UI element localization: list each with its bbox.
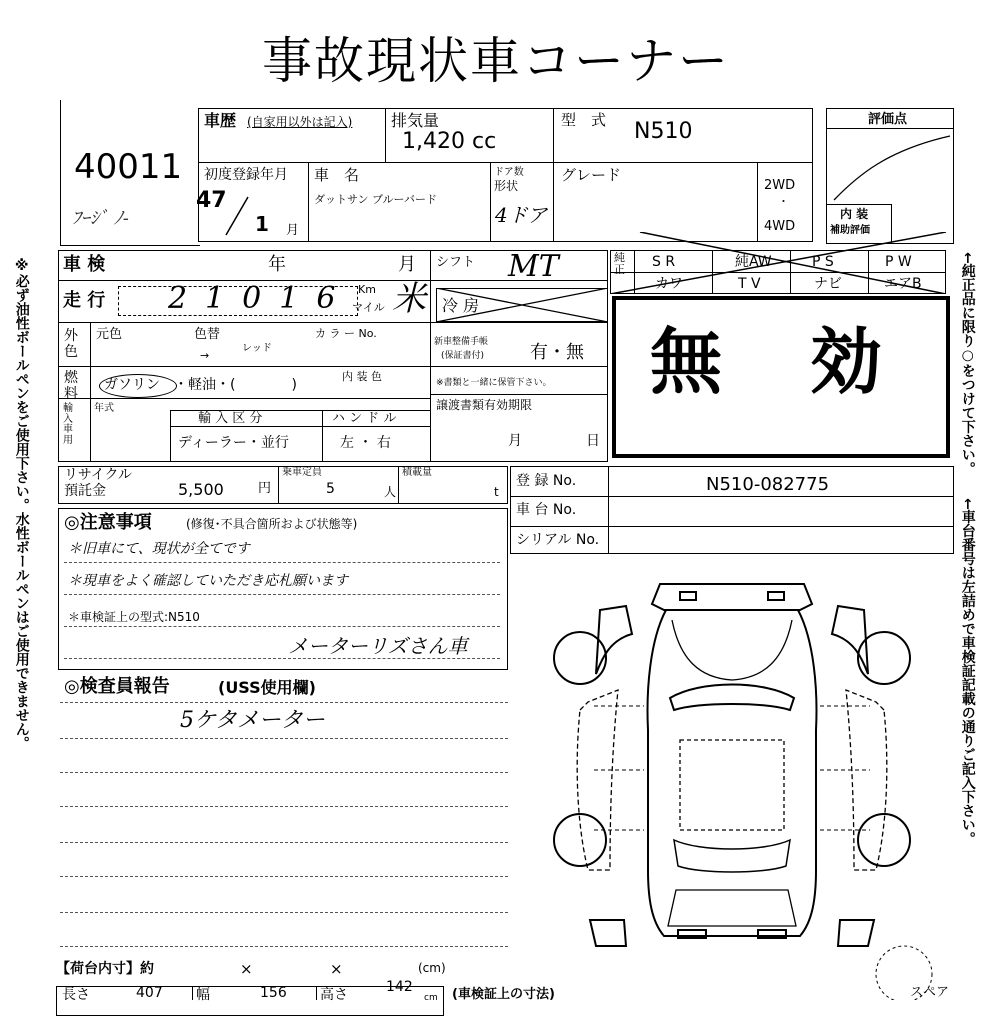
exterior-color-label: 外色 — [64, 328, 78, 361]
right-side-note-bottom: ←車台番号は左詰めで車検証記載の通りご記入下さい。 — [959, 498, 976, 846]
ac-label: 冷 房 — [442, 296, 480, 315]
interior-rating-label: 内 装 — [840, 207, 869, 221]
dims-unit: cm — [424, 993, 438, 1003]
mileage-value: 21016 — [168, 281, 354, 316]
registration-label: 登 録 No. — [516, 473, 577, 489]
exterior-changed: 色替 — [194, 327, 221, 342]
options-genuine: 純正 — [614, 251, 625, 276]
score-curve — [828, 130, 954, 204]
displacement-value: 1,420 cc — [402, 129, 497, 154]
import-handle-value: 左 ・ 右 — [340, 435, 391, 451]
capacity-unit: 人 — [384, 485, 397, 499]
load-label: 積載量 — [402, 467, 432, 478]
drive-2wd: 2WD — [764, 178, 796, 193]
inspector-title: ◎検査員報告 — [64, 676, 170, 697]
record-book-sub: (保証書付) — [441, 351, 485, 361]
shaken-label: 車 検 — [63, 254, 106, 275]
cargo-x2: × — [330, 960, 343, 978]
history-label: 車歴 — [204, 111, 237, 130]
model-value: N510 — [634, 119, 693, 144]
recycle-label1: リサイクル — [64, 467, 133, 483]
option-ps: P S — [812, 254, 834, 270]
displacement-label: 排気量 — [391, 111, 440, 130]
option-pw: P W — [885, 254, 912, 270]
right-side-note-top: ←純正品に限り○をつけて下さい。 — [959, 252, 976, 476]
option-sr: S R — [652, 254, 676, 270]
transfer-day: 日 — [586, 433, 600, 449]
chassis-label: 車 台 No. — [516, 502, 577, 518]
dims-length-label: 長さ — [62, 987, 90, 1003]
transfer-month: 月 — [508, 433, 522, 449]
shift-label: シフト — [436, 255, 476, 270]
mileage-unit-mile: マイル — [352, 301, 385, 314]
ac-cross — [436, 288, 608, 322]
import-label: 輸入車用 — [63, 403, 73, 446]
exterior-new-color: レッド — [242, 343, 272, 354]
mileage-unit-km: Km — [358, 283, 376, 296]
drive-dot: ・ — [778, 195, 789, 208]
inspector-subtitle: (USS使用欄) — [218, 678, 316, 697]
shift-value: MT — [508, 249, 559, 284]
color-code-label: カ ラ ー No. — [315, 327, 377, 340]
import-year: 年式 — [94, 403, 114, 414]
option-leather: カワ — [655, 276, 683, 292]
record-book-label: 新車整備手帳 — [434, 337, 489, 347]
cargo-x1: × — [240, 960, 253, 978]
dims-width: 156 — [260, 985, 287, 1001]
history-note: (自家用以外は記入) — [247, 115, 353, 129]
import-category-value: ディーラー・並行 — [178, 435, 289, 451]
import-handle-label: ハ ン ド ル — [332, 411, 397, 426]
fuel-label: 燃料 — [64, 370, 78, 403]
fuel-gasoline: ガソリン — [104, 377, 160, 393]
score-label: 評価点 — [868, 112, 908, 127]
doors-label: ドア数 — [494, 167, 524, 178]
exterior-orig: 元色 — [96, 327, 123, 342]
doors-sublabel: 形状 — [494, 179, 519, 193]
car-name-value: ダットサン ブルーバード — [314, 193, 437, 206]
option-airbag: エアB — [884, 276, 922, 292]
notes-line-2: ＊現車をよく確認していただき応札願います — [68, 573, 348, 589]
left-side-note: ※必ず油性ボールペンをご使用下さい。水性ボールペンはご使用できません。 — [13, 258, 30, 750]
page-title: 事故現状車コーナー — [262, 32, 730, 90]
notes-line-1: ＊旧車にて、現状が全てです — [68, 541, 250, 557]
transfer-label: 譲渡書類有効期限 — [436, 398, 533, 412]
record-book-value: 有・無 — [530, 342, 584, 363]
interior-rating-sub: 補助評価 — [830, 225, 870, 236]
dims-width-label: 幅 — [196, 987, 210, 1003]
dims-height-label: 高さ — [320, 987, 348, 1003]
inspector-handwritten: 5ケタメーター — [180, 708, 325, 733]
notes-handwritten: メーターリズさん車 — [288, 634, 468, 658]
first-reg-label: 初度登録年月 — [204, 167, 288, 183]
mileage-label: 走 行 — [63, 290, 106, 311]
dims-height: 142 — [386, 979, 413, 995]
option-navi: ナビ — [814, 276, 842, 292]
dims-length: 407 — [136, 985, 163, 1001]
options-cross — [610, 232, 946, 294]
mileage-mark: 米 — [392, 279, 426, 319]
lot-number: 40011 — [74, 147, 183, 187]
option-aw: 純AW — [735, 254, 772, 270]
cargo-label: 【荷台内寸】約 — [56, 961, 154, 977]
grade-label: グレード — [561, 166, 622, 184]
drive-4wd: 4WD — [764, 219, 796, 234]
fuel-rest: ・軽油・( ) — [174, 377, 297, 393]
car-damage-diagram — [540, 570, 940, 960]
cargo-unit: (cm) — [418, 961, 446, 975]
car-name-label: 車 名 — [314, 166, 360, 184]
record-book-note: ※書類と一緒に保管下さい。 — [436, 378, 552, 388]
capacity-label: 乗車定員 — [282, 467, 322, 478]
spare-label: スペア — [910, 985, 950, 1000]
first-reg-year: 47 — [196, 188, 227, 213]
notes-title: ◎注意事項 — [64, 512, 152, 533]
model-label: 型 式 — [561, 111, 607, 129]
recycle-value: 5,500 — [178, 480, 224, 499]
option-tv: T V — [738, 276, 761, 292]
capacity-value: 5 — [326, 481, 335, 497]
recycle-unit: 円 — [258, 481, 272, 496]
exterior-arrow: → — [200, 349, 210, 362]
lot-scribble: ﾌｰｼﾞ ﾉ- — [72, 208, 129, 229]
serial-label: シリアル No. — [516, 532, 600, 548]
notes-subtitle: (修復･不具合箇所および状態等) — [186, 517, 358, 531]
notes-line-3: ＊車検証上の型式:N510 — [68, 610, 200, 624]
shaken-month: 月 — [398, 254, 416, 275]
invalid-stamp-text: 無 効 — [650, 320, 891, 404]
registration-value: N510-082775 — [706, 474, 830, 495]
doors-value: 4ドア — [495, 203, 548, 227]
recycle-label2: 預託金 — [64, 483, 106, 499]
first-reg-month: 1 — [255, 212, 269, 236]
load-unit: t — [494, 485, 499, 499]
dims-note: (車検証上の寸法) — [452, 987, 555, 1002]
first-reg-month-unit: 月 — [286, 223, 300, 238]
import-category-label: 輸 入 区 分 — [198, 411, 263, 426]
shaken-year: 年 — [268, 254, 286, 275]
first-reg-slash — [222, 195, 252, 237]
interior-color-label: 内 装 色 — [342, 370, 382, 383]
